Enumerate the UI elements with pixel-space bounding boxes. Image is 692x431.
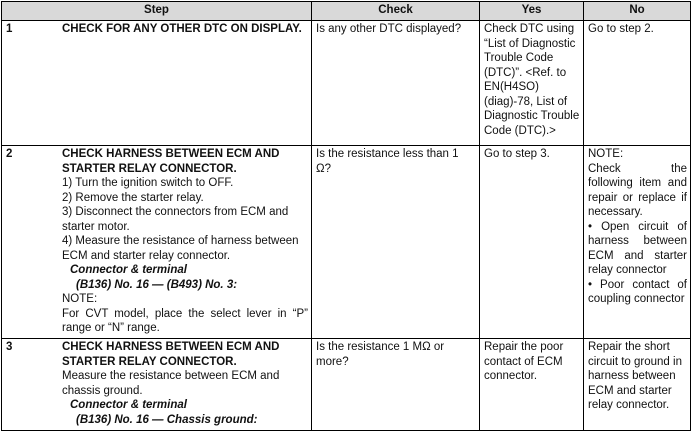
no-bullet: • Poor contact of coupling connector xyxy=(588,278,687,305)
no-bullet: • Open circuit of harness between ECM and starter relay connector xyxy=(588,220,687,276)
check-cell: Is the resistance 1 MΩ or more? xyxy=(312,339,480,431)
note-label: NOTE: xyxy=(62,293,98,305)
yes-cell: Repair the poor contact of ECM connector. xyxy=(480,339,584,431)
connector-terminal-label: Connector & terminal xyxy=(70,399,187,411)
table-row xyxy=(2,146,691,339)
step-instruction: 1) Turn the ignition switch to OFF. xyxy=(62,177,234,189)
step-instruction: 2) Remove the starter relay. xyxy=(62,191,204,204)
step-cell xyxy=(2,21,312,146)
yes-cell: Go to step 3. xyxy=(480,146,584,339)
step-title-line1: CHECK HARNESS BETWEEN ECM AND xyxy=(62,148,280,160)
connector-terminal-value: (B136) No. 16 — (B493) No. 3: xyxy=(76,278,238,291)
note-text: For CVT model, place the select lever in “P” range or “N” range. xyxy=(62,307,308,334)
step-instruction: 3) Disconnect the connectors from ECM and starter motor. xyxy=(62,206,289,233)
step-number: 1 xyxy=(6,23,13,35)
diagnostic-table xyxy=(1,1,691,431)
step-number: 2 xyxy=(6,148,13,160)
step-number: 3 xyxy=(6,341,13,353)
table-row xyxy=(2,21,691,146)
header-no: No xyxy=(584,2,691,21)
table-row xyxy=(2,339,691,431)
step-title-line2: STARTER RELAY CONNECTOR. xyxy=(62,162,237,175)
step-title: CHECK FOR ANY OTHER DTC ON DISPLAY. xyxy=(62,23,302,35)
no-cell: Go to step 2. xyxy=(584,21,691,146)
header-row xyxy=(2,2,691,21)
step-cell xyxy=(2,339,312,431)
step-cell xyxy=(2,146,312,339)
step-layout xyxy=(6,147,308,336)
check-cell: Is the resistance less than 1 Ω? xyxy=(312,146,480,339)
step-layout xyxy=(6,22,308,37)
header-step: Step xyxy=(2,2,312,21)
connector-terminal-value: (B136) No. 16 — Chassis ground: xyxy=(76,413,258,426)
no-note-label: NOTE: xyxy=(588,148,624,160)
step-instruction: 4) Measure the resistance of harness between ECM and starter relay connector. xyxy=(62,235,299,262)
step-instruction: Measure the resistance between ECM and chassis ground. xyxy=(62,370,280,397)
yes-cell: Check DTC using “List of Diagnostic Trouble Code (DTC)”. <Ref. to EN(H4SO)(diag)-78, List of Diagnostic Trouble Code (DTC).> xyxy=(480,21,584,146)
check-cell: Is any other DTC displayed? xyxy=(312,21,480,146)
no-cell xyxy=(584,146,691,339)
step-layout xyxy=(6,340,308,427)
connector-terminal-label: Connector & terminal xyxy=(70,264,187,276)
no-cell: Repair the short circuit to ground in harness between ECM and starter relay connector. xyxy=(584,339,691,431)
step-title-line1: CHECK HARNESS BETWEEN ECM AND xyxy=(62,341,280,353)
no-note-text: Check the following item and repair or replace if necessary. xyxy=(588,162,687,218)
header-check: Check xyxy=(312,2,480,21)
header-yes: Yes xyxy=(480,2,584,21)
step-title-line2: STARTER RELAY CONNECTOR. xyxy=(62,355,237,368)
